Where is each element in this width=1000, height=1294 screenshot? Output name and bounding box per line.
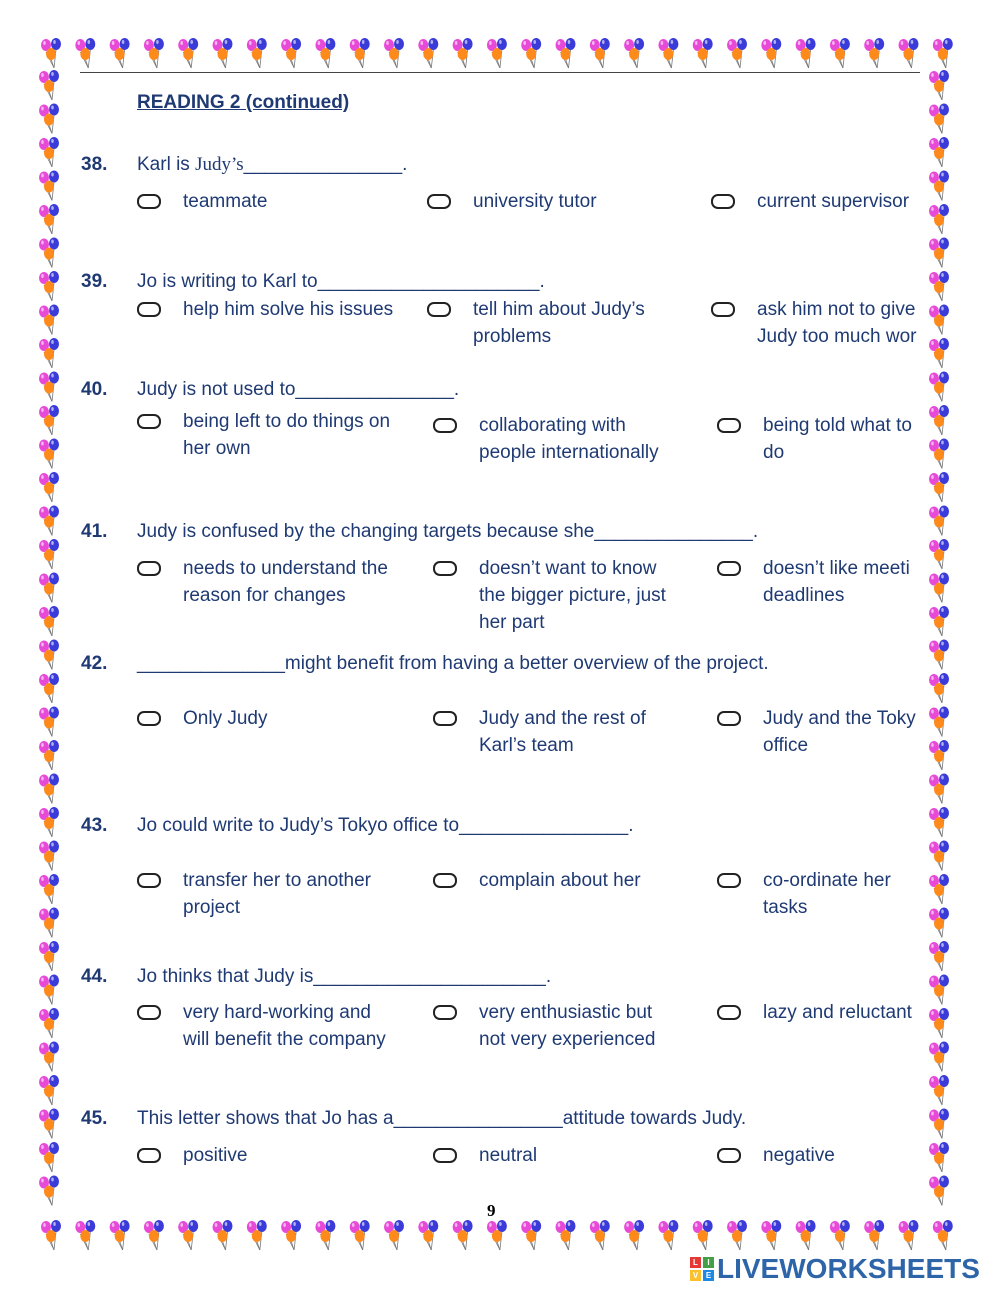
liveworksheets-logo[interactable]: [690, 1252, 980, 1286]
option-checkbox[interactable]: [137, 414, 161, 429]
balloon-cluster: [213, 1220, 233, 1250]
balloon-cluster: [929, 1042, 949, 1072]
option-checkbox[interactable]: [427, 194, 451, 209]
question-stem: Jo is writing to Karl to_____________________.: [137, 271, 545, 292]
balloon-cluster: [39, 204, 59, 234]
balloon-cluster: [39, 372, 59, 402]
balloon-cluster: [624, 38, 644, 68]
balloon-cluster: [761, 1220, 781, 1250]
balloon-cluster: [384, 38, 404, 68]
question-stem: Judy is confused by the changing targets because she_______________.: [137, 521, 759, 542]
balloon-cluster: [929, 673, 949, 703]
option-checkbox[interactable]: [433, 561, 457, 576]
balloon-cluster: [418, 1220, 438, 1250]
balloon-cluster: [929, 874, 949, 904]
balloon-cluster: [864, 1220, 884, 1250]
balloon-cluster: [796, 38, 816, 68]
balloon-cluster: [590, 1220, 610, 1250]
balloon-cluster: [899, 38, 919, 68]
logo-blocks-icon: L I V E: [690, 1257, 714, 1281]
balloon-cluster: [556, 38, 576, 68]
question-stem: Karl is Judy’s_______________.: [137, 154, 408, 175]
balloon-cluster: [929, 774, 949, 804]
option-checkbox[interactable]: [711, 302, 735, 317]
balloon-cluster: [315, 38, 335, 68]
balloon-cluster: [727, 1220, 747, 1250]
balloon-cluster: [929, 908, 949, 938]
balloon-cluster: [929, 104, 949, 134]
section-heading: READING 2 (continued): [137, 92, 350, 113]
balloon-cluster: [39, 104, 59, 134]
balloon-cluster: [39, 305, 59, 335]
option-checkbox[interactable]: [427, 302, 451, 317]
balloon-cluster: [727, 38, 747, 68]
balloon-cluster: [144, 1220, 164, 1250]
balloon-cluster: [39, 405, 59, 435]
question-stem: ______________might benefit from having a better overview of the project.: [137, 653, 769, 674]
balloon-cluster: [929, 506, 949, 536]
option-checkbox[interactable]: [717, 711, 741, 726]
balloon-cluster: [213, 38, 233, 68]
balloon-cluster: [830, 38, 850, 68]
balloon-cluster: [39, 338, 59, 368]
balloon-cluster: [39, 640, 59, 670]
balloon-cluster: [929, 1109, 949, 1139]
balloon-cluster: [39, 506, 59, 536]
balloon-cluster: [929, 204, 949, 234]
balloon-cluster: [929, 975, 949, 1005]
balloon-cluster: [929, 1142, 949, 1172]
balloon-cluster: [929, 271, 949, 301]
balloon-cluster: [39, 908, 59, 938]
balloon-cluster: [929, 171, 949, 201]
balloon-cluster: [830, 1220, 850, 1250]
balloon-cluster: [929, 573, 949, 603]
option-checkbox[interactable]: [137, 711, 161, 726]
question-number: 44.: [81, 966, 108, 987]
question-number: 45.: [81, 1108, 108, 1129]
balloon-cluster: [864, 38, 884, 68]
balloon-cluster: [929, 640, 949, 670]
balloon-cluster: [315, 1220, 335, 1250]
option-checkbox[interactable]: [717, 1005, 741, 1020]
balloon-cluster: [590, 38, 610, 68]
balloon-cluster: [929, 305, 949, 335]
balloon-cluster: [929, 606, 949, 636]
balloon-cluster: [178, 38, 198, 68]
balloon-cluster: [75, 38, 95, 68]
balloon-cluster: [929, 941, 949, 971]
balloon-cluster: [39, 1042, 59, 1072]
balloon-cluster: [247, 38, 267, 68]
balloon-cluster: [39, 539, 59, 569]
option-checkbox[interactable]: [433, 1005, 457, 1020]
balloon-cluster: [39, 439, 59, 469]
question-number: 39.: [81, 271, 108, 292]
balloon-cluster: [624, 1220, 644, 1250]
option-checkbox[interactable]: [433, 418, 457, 433]
balloon-cluster: [41, 1220, 61, 1250]
balloon-cluster: [521, 38, 541, 68]
balloon-cluster: [39, 271, 59, 301]
balloon-cluster: [39, 707, 59, 737]
balloon-cluster: [693, 1220, 713, 1250]
balloon-cluster: [384, 1220, 404, 1250]
balloon-cluster: [487, 1220, 507, 1250]
balloon-cluster: [487, 38, 507, 68]
option-checkbox[interactable]: [137, 561, 161, 576]
balloon-cluster: [39, 740, 59, 770]
balloon-cluster: [453, 38, 473, 68]
balloon-cluster: [929, 740, 949, 770]
balloon-cluster: [929, 807, 949, 837]
balloon-cluster: [39, 975, 59, 1005]
balloon-cluster: [796, 1220, 816, 1250]
balloon-cluster: [39, 673, 59, 703]
question-number: 42.: [81, 653, 108, 674]
balloon-cluster: [933, 38, 953, 68]
balloon-cluster: [929, 1075, 949, 1105]
option-checkbox[interactable]: [137, 194, 161, 209]
balloon-cluster: [929, 472, 949, 502]
balloon-cluster: [453, 1220, 473, 1250]
option-checkbox[interactable]: [433, 873, 457, 888]
balloon-cluster: [144, 38, 164, 68]
question-stem: This letter shows that Jo has a________________attitude towards Judy.: [137, 1108, 747, 1129]
option-checkbox[interactable]: [711, 194, 735, 209]
balloon-cluster: [247, 1220, 267, 1250]
balloon-cluster: [39, 874, 59, 904]
balloon-cluster: [39, 238, 59, 268]
option-checkbox[interactable]: [717, 1148, 741, 1163]
balloon-cluster: [929, 405, 949, 435]
question-number: 40.: [81, 379, 108, 400]
option-checkbox[interactable]: [717, 418, 741, 433]
logo-text: LIVEWORKSHEETS: [717, 1253, 980, 1284]
balloon-cluster: [39, 70, 59, 100]
option-checkbox[interactable]: [433, 711, 457, 726]
balloon-cluster: [929, 539, 949, 569]
balloon-cluster: [350, 38, 370, 68]
option-checkbox[interactable]: [137, 302, 161, 317]
balloon-cluster: [39, 1008, 59, 1038]
question-stem: Judy is not used to_______________.: [137, 379, 460, 400]
balloon-cluster: [39, 137, 59, 167]
balloon-cluster: [929, 137, 949, 167]
balloon-cluster: [929, 1176, 949, 1206]
balloon-cluster: [929, 70, 949, 100]
balloon-cluster: [658, 38, 678, 68]
balloon-cluster: [39, 841, 59, 871]
balloon-cluster: [556, 1220, 576, 1250]
balloon-cluster: [521, 1220, 541, 1250]
page-number: 9: [487, 1201, 496, 1220]
balloon-cluster: [39, 573, 59, 603]
option-checkbox[interactable]: [717, 873, 741, 888]
balloon-cluster: [39, 1075, 59, 1105]
question-stem: Jo thinks that Judy is______________________.: [137, 966, 552, 987]
question-stem: Jo could write to Judy’s Tokyo office to________________.: [137, 815, 634, 836]
balloon-cluster: [693, 38, 713, 68]
balloon-cluster: [75, 1220, 95, 1250]
question-number: 43.: [81, 815, 108, 836]
balloon-cluster: [929, 707, 949, 737]
balloon-cluster: [39, 941, 59, 971]
balloon-cluster: [929, 238, 949, 268]
balloon-cluster: [418, 38, 438, 68]
balloon-cluster: [281, 38, 301, 68]
balloon-cluster: [929, 1008, 949, 1038]
balloon-cluster: [41, 38, 61, 68]
option-checkbox[interactable]: [717, 561, 741, 576]
balloon-cluster: [39, 1176, 59, 1206]
option-checkbox[interactable]: [137, 1005, 161, 1020]
balloon-cluster: [929, 841, 949, 871]
balloon-cluster: [39, 171, 59, 201]
question-number: 38.: [81, 154, 108, 175]
balloon-cluster: [110, 38, 130, 68]
balloon-cluster: [350, 1220, 370, 1250]
balloon-cluster: [929, 372, 949, 402]
balloon-cluster: [39, 774, 59, 804]
balloon-cluster: [929, 439, 949, 469]
option-checkbox[interactable]: [137, 873, 161, 888]
balloon-cluster: [110, 1220, 130, 1250]
top-rule: [80, 72, 920, 73]
balloon-cluster: [658, 1220, 678, 1250]
balloon-cluster: [761, 38, 781, 68]
balloon-cluster: [281, 1220, 301, 1250]
option-checkbox[interactable]: [433, 1148, 457, 1163]
balloon-cluster: [933, 1220, 953, 1250]
option-checkbox[interactable]: [137, 1148, 161, 1163]
balloon-cluster: [39, 472, 59, 502]
balloon-cluster: [899, 1220, 919, 1250]
balloon-cluster: [178, 1220, 198, 1250]
balloon-cluster: [39, 1142, 59, 1172]
balloon-cluster: [39, 606, 59, 636]
balloon-cluster: [39, 807, 59, 837]
balloon-cluster: [929, 338, 949, 368]
question-number: 41.: [81, 521, 108, 542]
balloon-cluster: [39, 1109, 59, 1139]
